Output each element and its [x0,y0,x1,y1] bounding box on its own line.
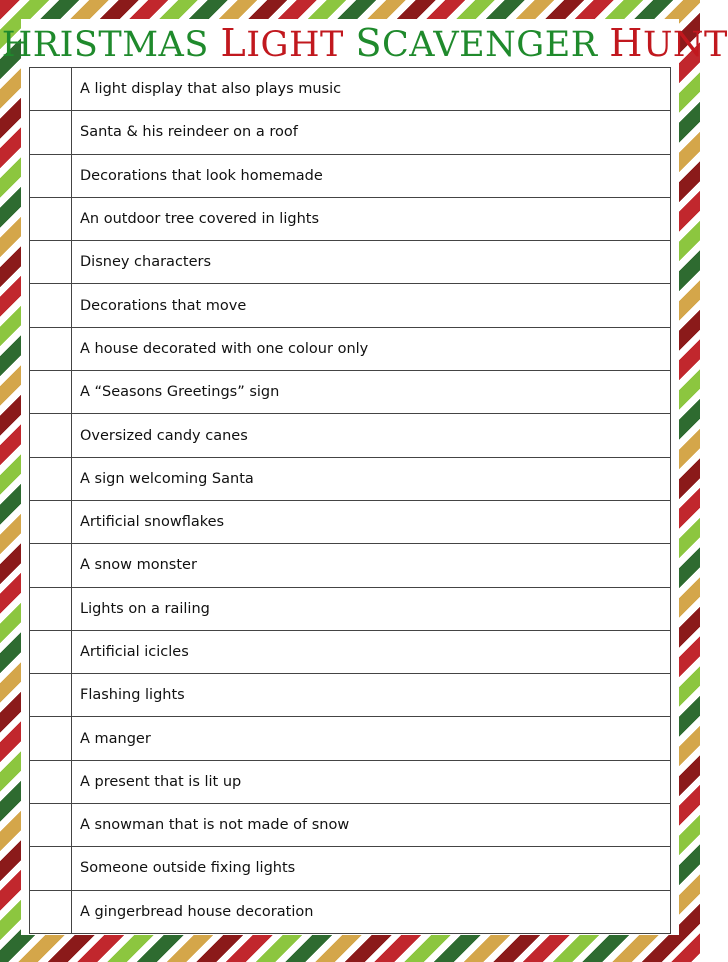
checkbox-cell[interactable] [30,588,72,630]
checkbox-cell[interactable] [30,328,72,370]
checklist-item-label: An outdoor tree covered in lights [80,211,320,228]
checklist-row [29,111,671,154]
checklist-item-label: Artificial icicles [80,644,189,660]
title-word-light: LIGHT [220,21,344,65]
checklist-item-label: Lights on a railing [80,600,210,617]
checklist-row [29,761,671,804]
checklist-item-label: Decorations that move [80,297,247,314]
checkbox-cell[interactable] [30,414,72,456]
checklist-item-label: A “Seasons Greetings” sign [80,384,280,401]
title-word-scavenger: SCAVENGER [355,21,598,65]
checkbox-cell[interactable] [30,544,72,586]
checklist-item-label: A light display that also plays music [80,81,342,98]
checklist-row [29,804,671,847]
checklist-item-label: A present that is lit up [80,773,242,790]
checkbox-cell[interactable] [30,111,72,153]
checklist-item-label: A snowman that is not made of snow [80,817,350,834]
checklist-row [29,198,671,241]
checkbox-cell[interactable] [30,891,72,933]
checklist-row [29,241,671,284]
checkbox-cell[interactable] [30,458,72,500]
checkbox-cell[interactable] [30,198,72,240]
checklist-item-label: Disney characters [80,254,212,271]
checklist-row [29,414,671,457]
checklist-row [29,717,671,760]
checkbox-cell[interactable] [30,804,72,846]
checklist-item-label: Oversized candy canes [80,427,248,444]
page-title [1,19,728,67]
checklist-row [29,891,671,934]
checklist-row [29,631,671,674]
checklist-row [29,544,671,587]
checkbox-cell[interactable] [30,284,72,326]
checklist-table [29,67,671,935]
checklist-row [29,501,671,544]
checklist-item-label: Flashing lights [80,687,185,704]
checkbox-cell[interactable] [30,501,72,543]
checkbox-cell[interactable] [30,371,72,413]
checkbox-cell[interactable] [30,241,72,283]
title-word-hunt: HUNT [609,21,728,65]
checkbox-cell[interactable] [30,761,72,803]
checkbox-cell[interactable] [30,631,72,673]
checklist-item-label: Someone outside fixing lights [80,860,296,877]
checklist-row [29,68,671,111]
checklist-item-label: Santa & his reindeer on a roof [80,124,298,141]
checkbox-cell[interactable] [30,68,72,110]
checklist-item-label: Decorations that look homemade [80,167,323,184]
checklist-row [29,847,671,890]
checkbox-cell[interactable] [30,847,72,889]
checklist-item-label: A sign welcoming Santa [80,470,254,487]
checklist-row [29,155,671,198]
checklist-row [29,674,671,717]
checklist-item-label: A gingerbread house decoration [80,903,314,920]
checklist-item-label: Artificial snowflakes [80,514,225,531]
checklist-row [29,371,671,414]
checklist-item-label: A house decorated with one colour only [80,340,369,357]
checkbox-cell[interactable] [30,717,72,759]
title-word-christmas: HRISTMAS [1,25,209,65]
checklist-row [29,588,671,631]
checklist-item-label: A manger [80,730,151,747]
checklist-item-label: A snow monster [80,557,197,574]
checklist-row [29,328,671,371]
scavenger-hunt-sheet [1,19,728,935]
checklist-row [29,284,671,327]
checkbox-cell[interactable] [30,155,72,197]
checkbox-cell[interactable] [30,674,72,716]
checklist-row [29,458,671,501]
